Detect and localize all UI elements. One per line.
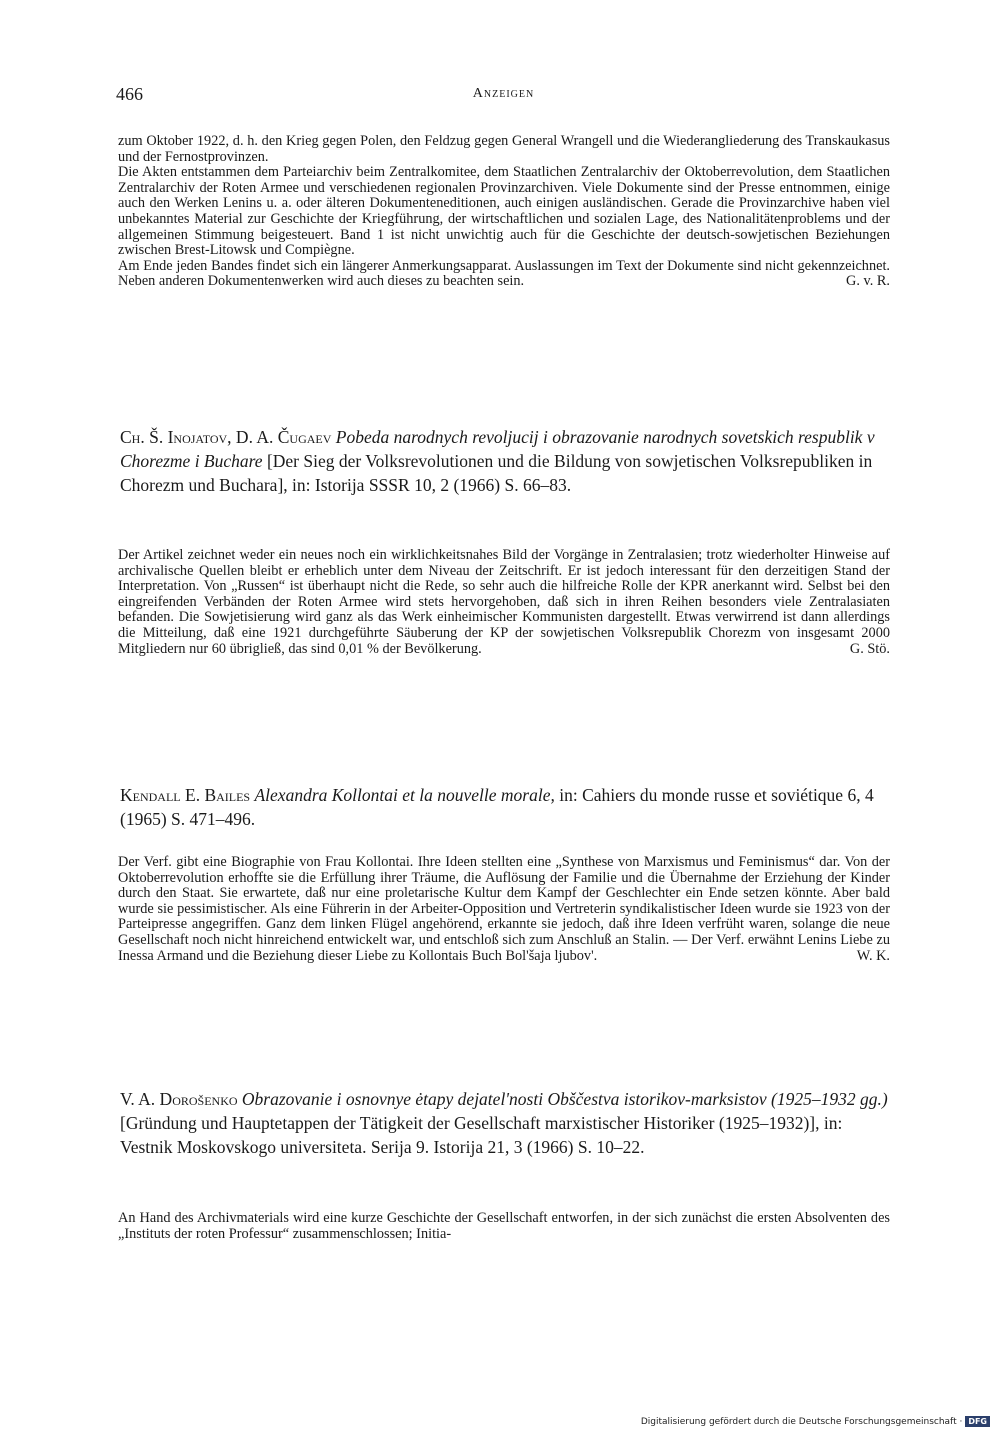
dfg-logo-icon: DFG <box>965 1416 990 1427</box>
review-3-paragraph <box>118 855 890 964</box>
review-4 <box>118 1211 890 1242</box>
review-3-text: Der Verf. gibt eine Biographie von Frau Kollontai. Ihre Ideen stellten eine „Synthese von Marxismus und Feminismus“ dar. Von der Oktoberrevolution erhoffte sie die Erfüllung ihrer Träume, die Auflösung der Familie und die Übernahme der Erziehung der Kinder durch den Staat. Sie erwartete, daß nur eine proletarische Kultur dem Kampf der Geschlechter ein Ende setzen könnte. Aber bald wurde sie pessimistischer. Als eine Führerin in der Arbeiter-Opposition und Vertreterin syndikalistischer Ideen wurde sie 1923 von der Parteipresse angegriffen. Ganz dem linken Flügel angehörend, erkannte sie jedoch, daß ihre Ideen verfrüht waren, solange die neue Gesellschaft noch nicht hinreichend entwickelt war, und entschloß sich zum Anschluß an Stalin. — Der Verf. erwähnt Lenins Liebe zu Inessa Armand und die Beziehung dieser Liebe zu Kollontais Buch Bol'šaja ljubov'. <box>118 854 890 964</box>
review-1-last-text: Am Ende jeden Bandes findet sich ein längerer Anmerkungsapparat. Auslassungen im Text der Dokumente sind nicht gekennzeichnet. Neben anderen Dokumentenwerken wird auch dieses zu beachten sein. <box>118 257 890 290</box>
reviewer-signature: W. K. <box>856 947 890 964</box>
page-number: 466 <box>116 84 143 104</box>
citation-details: in: Cahiers du monde russe et soviétique 6, 4 (1965) S. 471–496. <box>120 785 874 829</box>
citation-title: Pobeda narodnych revoljucij i obrazovanie narodnych sovetskich respublik v Chorezme i Buchare <box>120 427 875 471</box>
review-1 <box>118 134 890 290</box>
page-header <box>116 84 891 112</box>
citation-4 <box>120 1087 890 1159</box>
citation-authors: V. A. Dorošenko <box>120 1089 238 1109</box>
citation-authors: Ch. Š. Inojatov, D. A. Čugaev <box>120 427 332 447</box>
review-1-paragraph <box>118 259 890 290</box>
review-2 <box>118 548 890 657</box>
citation-details: [Der Sieg der Volksrevolutionen und die Bildung von sowjetischen Volksrepubliken in Chorezm und Buchara], in: Istorija SSSR 10, 2 (1966) S. 66–83. <box>120 451 873 495</box>
citation-3 <box>120 783 890 831</box>
review-2-paragraph <box>118 548 890 657</box>
review-3 <box>118 855 890 964</box>
reviewer-signature: G. Stö. <box>849 640 890 657</box>
digitization-footer <box>641 1416 990 1427</box>
reviewer-signature: G. v. R. <box>846 273 890 290</box>
citation-title: Obrazovanie i osnovnye ėtapy dejatel'nosti Obščestva istorikov-marksistov (1925–1932 gg.) <box>241 1089 888 1109</box>
review-1-paragraph: zum Oktober 1922, d. h. den Krieg gegen Polen, den Feldzug gegen General Wrangell und die Wiederangliederung des Transkaukasus und der Fernostprovinzen. <box>118 133 890 165</box>
citation-authors: Kendall E. Bailes <box>120 785 251 805</box>
running-title: Anzeigen <box>472 86 535 101</box>
citation-2 <box>120 425 890 497</box>
review-1-paragraph: Die Akten entstammen dem Parteiarchiv beim Zentralkomitee, dem Staatlichen Zentralarchiv der Oktoberrevolution, dem Staatlichen Zentralarchiv der Roten Armee und verschiedenen regionalen Provinzarchiven. Viele Dokumente sind der Presse entnommen, einige auch den Werken Lenins u. a. oder älteren Dokumenteneditionen, auch einigen ausländischen. Gerade die Provinzarchive haben viel unbekanntes Material zur Geschichte der Kriegführung, der wirtschaftlichen und sozialen Lage, des Nationalitätenproblems und der allgemeinen Stimmung beigesteuert. Band 1 ist nicht unwichtig auch für die Geschichte der deutsch-sowjetischen Beziehungen zwischen Brest-Litowsk und Compiègne. <box>118 164 890 259</box>
footer-text: Digitalisierung gefördert durch die Deutsche Forschungsgemeinschaft · <box>640 1416 963 1427</box>
review-4-paragraph: An Hand des Archivmaterials wird eine kurze Geschichte der Gesellschaft entworfen, in der sich zunächst die ersten Absolventen des „Instituts der roten Professur“ zusammenschlossen; Initia- <box>118 1210 890 1242</box>
citation-details: [Gründung und Hauptetappen der Tätigkeit der Gesellschaft marxistischer Historiker (1925–1932)], in: Vestnik Moskovskogo universiteta. Serija 9. Istorija 21, 3 (1966) S. 10–22. <box>120 1113 843 1157</box>
citation-title: Alexandra Kollontai et la nouvelle morale, <box>254 785 555 805</box>
review-2-text: Der Artikel zeichnet weder ein neues noch ein wirklichkeitsnahes Bild der Vorgänge in Zentralasien; trotz wiederholter Hinweise auf archivalische Quellen bleibt er erheblich unter dem Niveau der Zeitschrift. Er ist jedoch interessant für den derzeitigen Stand der Interpretation. Von „Russen“ ist überhaupt nicht die Rede, so sehr auch die hilfreiche Rolle der KPR anerkannt wird. Selbst bei den eingreifenden Verbänden der Roten Armee wird stets hervorgehoben, daß sich in ihren Reihen besonders viele Zentralasiaten befanden. Die Sowjetisierung wird ganz als das Werk einheimischer Kommunisten dargestellt. Etwas verwirrend ist dann allerdings die Mitteilung, daß eine 1921 durchgeführte Säuberung der KP der sowjetischen Volksrepublik Chorezm von insgesamt 2000 Mitgliedern nur 60 übrigließ, das sind 0,01 % der Bevölkerung. <box>118 547 890 657</box>
